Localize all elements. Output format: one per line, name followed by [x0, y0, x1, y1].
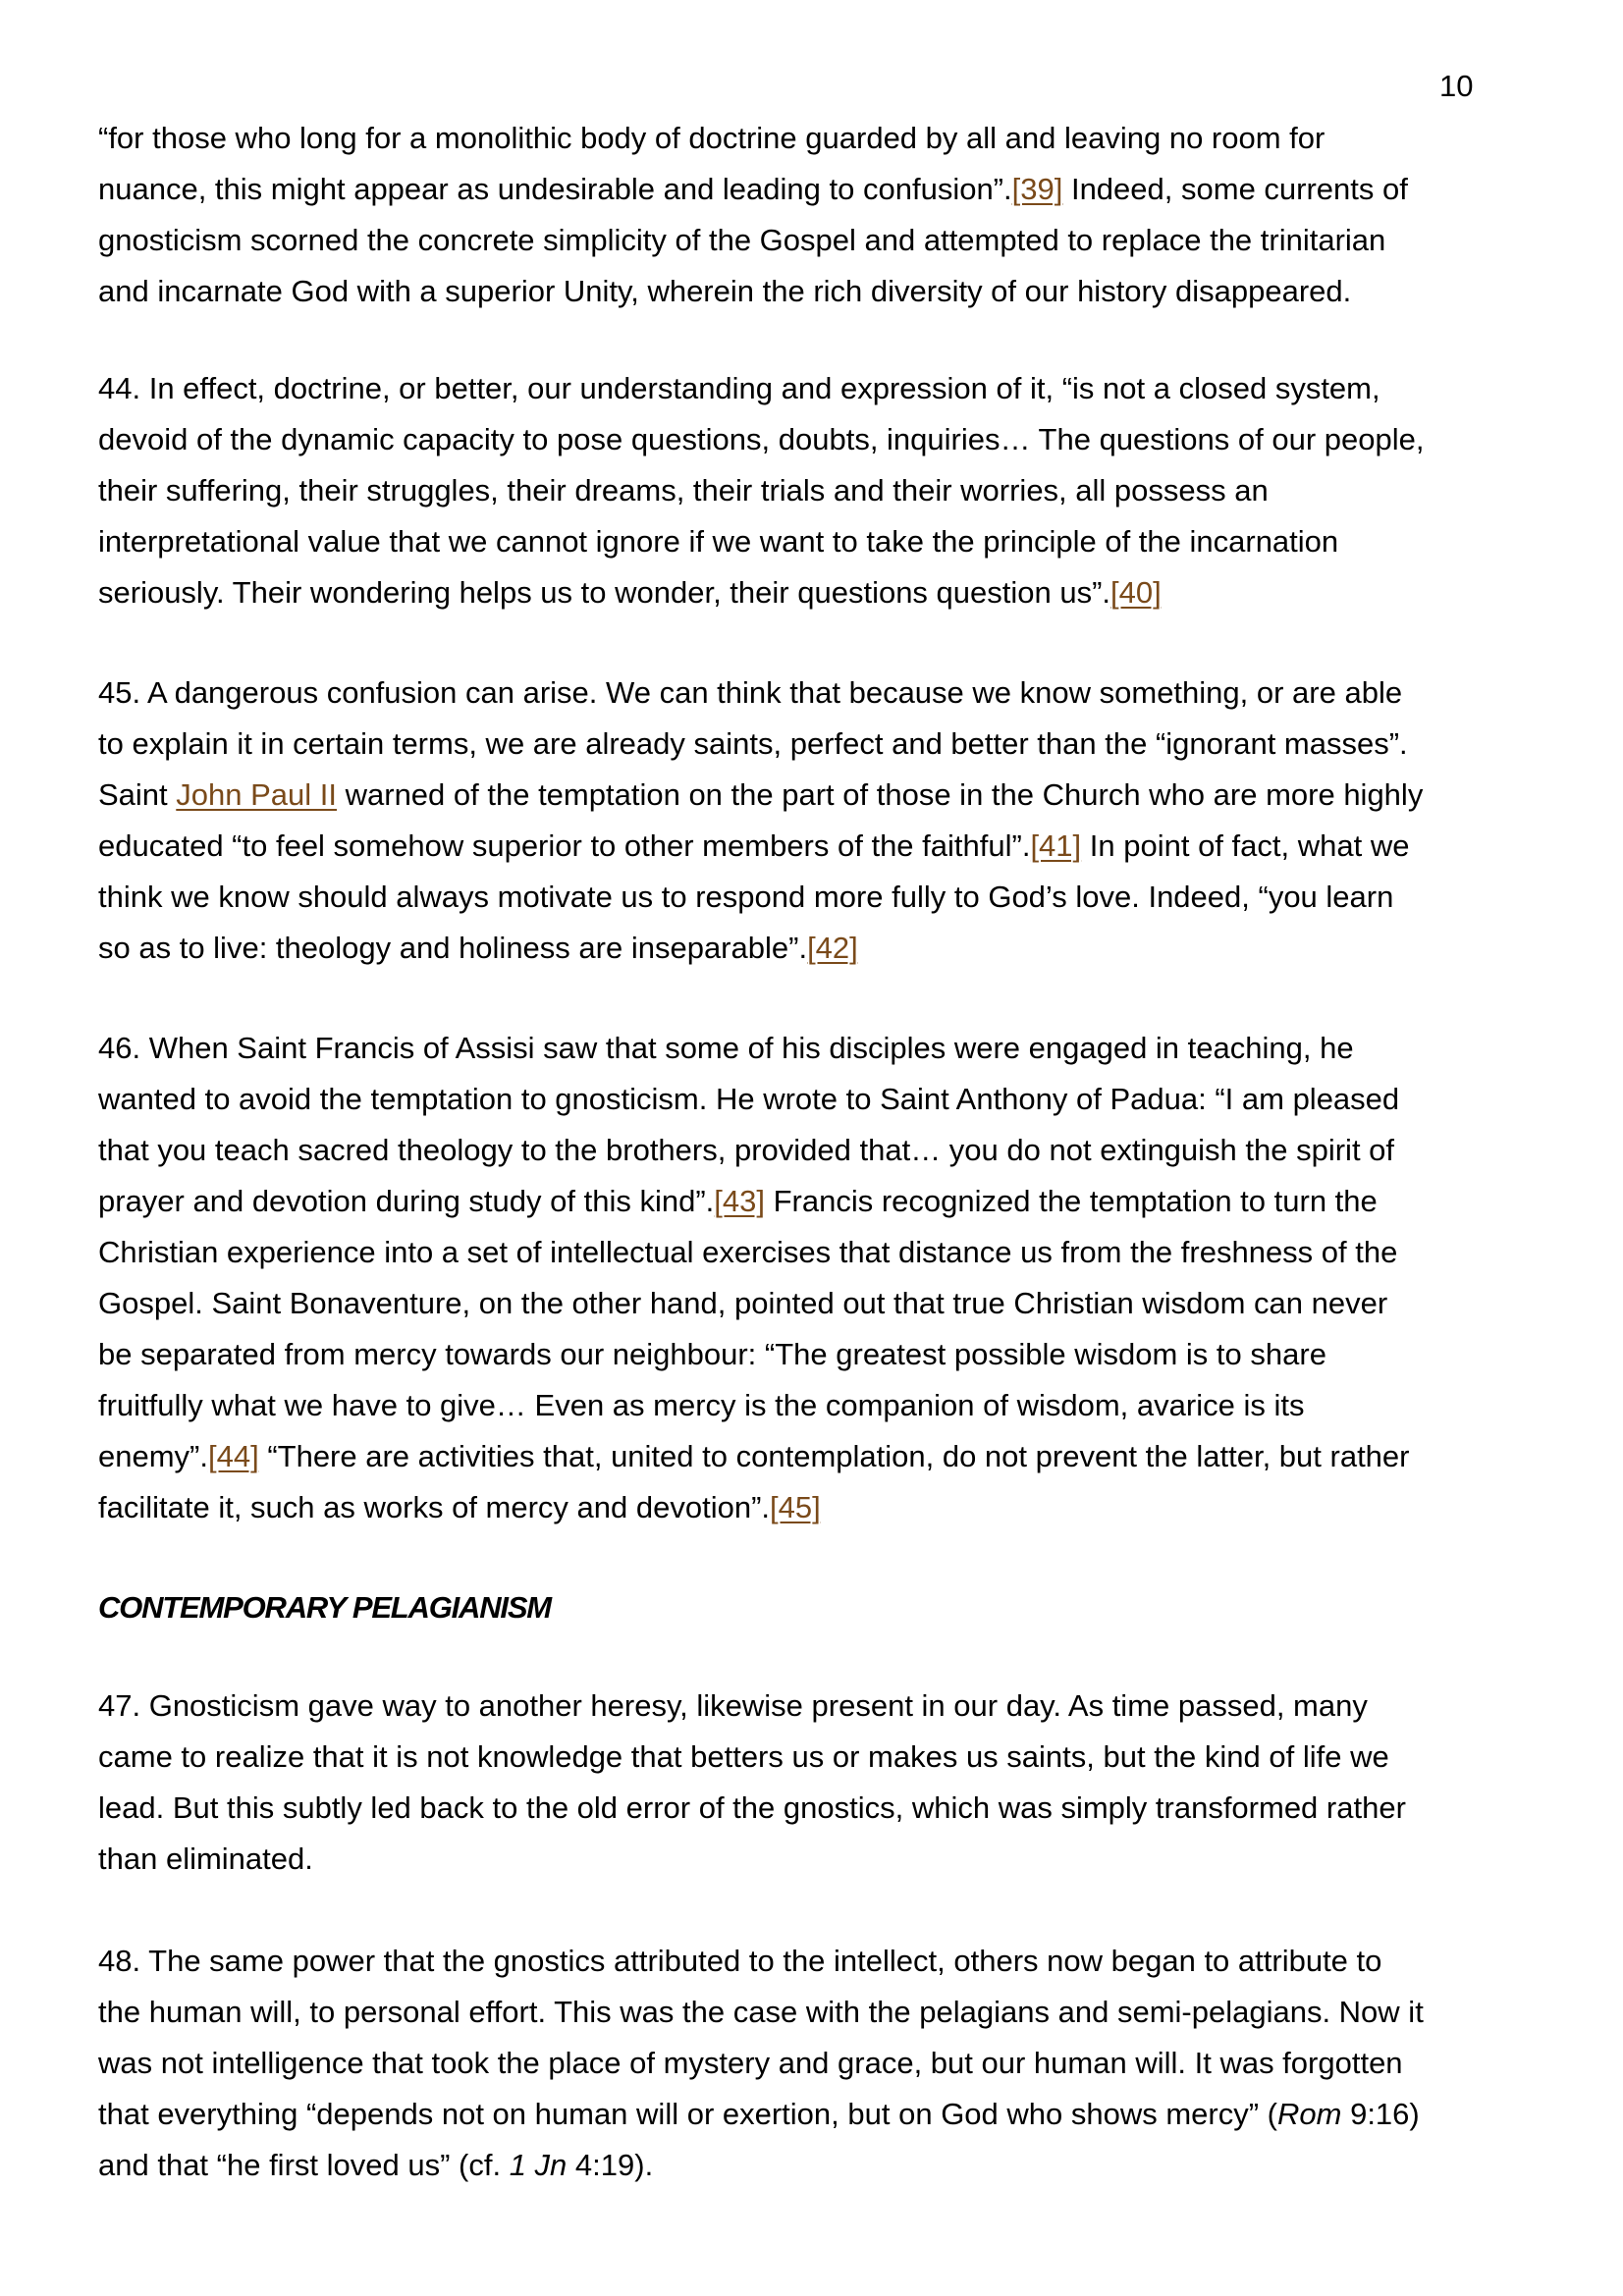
text-line: 44. In effect, doctrine, or better, our understanding and expression of it, “is not a closed system,: [98, 371, 1380, 405]
text-line: [98, 567, 1571, 618]
footnote-link-45[interactable]: [45]: [770, 1490, 821, 1524]
footnote-link-41[interactable]: [41]: [1030, 828, 1082, 863]
text-span: facilitate it, such as works of mercy and devotion”.: [98, 1490, 771, 1524]
text-span: and that “he first loved us” (cf.: [98, 2148, 510, 2182]
text-line: interpretational value that we cannot ignore if we want to take the principle of the incarnation: [98, 524, 1339, 559]
text-line: the human will, to personal effort. This was the case with the pelagians and semi-pelagians. Now it: [98, 1995, 1424, 2029]
text-line: [98, 821, 1571, 872]
text-line: their suffering, their struggles, their dreams, their trials and their worries, all possess an: [98, 473, 1269, 507]
text-line: fruitfully what we have to give… Even as mercy is the companion of wisdom, avarice is its: [98, 1388, 1305, 1422]
paragraph-46: [98, 1023, 1571, 1533]
footnote-link-39[interactable]: [39]: [1011, 172, 1063, 206]
text-line: 45. A dangerous confusion can arise. We can think that because we know something, or are able: [98, 675, 1403, 710]
text-line: [98, 2089, 1571, 2140]
text-line: [98, 1482, 1571, 1533]
text-span: so as to live: theology and holiness are inseparable”.: [98, 931, 808, 965]
footnote-link-40[interactable]: [40]: [1110, 575, 1162, 610]
text-line: 46. When Saint Francis of Assisi saw that some of his disciples were engaged in teaching, he: [98, 1031, 1354, 1065]
text-span: 4:19).: [567, 2148, 654, 2182]
text-span: Saint: [98, 777, 177, 812]
text-span: prayer and devotion during study of this kind”.: [98, 1184, 715, 1218]
paragraph-45: [98, 667, 1571, 974]
text-line: devoid of the dynamic capacity to pose questions, doubts, inquiries… The questions of our people,: [98, 422, 1425, 456]
text-line: think we know should always motivate us to respond more fully to God’s love. Indeed, “you learn: [98, 880, 1394, 914]
footnote-link-43[interactable]: [43]: [714, 1184, 765, 1218]
text-span: enemy”.: [98, 1439, 208, 1473]
paragraph-43-continuation: [98, 113, 1571, 317]
text-line: to explain it in certain terms, we are already saints, perfect and better than the “ignorant masses”.: [98, 726, 1408, 761]
paragraph-48: [98, 1936, 1571, 2191]
paragraph-47: [98, 1681, 1571, 1885]
text-line: [98, 923, 1571, 974]
text-span: educated “to feel somehow superior to other members of the faithful”.: [98, 828, 1031, 863]
text-line: wanted to avoid the temptation to gnosticism. He wrote to Saint Anthony of Padua: “I am pleased: [98, 1082, 1400, 1116]
text-span: Indeed, some currents of: [1062, 172, 1408, 206]
text-span: nuance, this might appear as undesirable and leading to confusion”.: [98, 172, 1012, 206]
text-span: warned of the temptation on the part of those in the Church who are more highly: [337, 777, 1424, 812]
section-heading: CONTEMPORARY PELAGIANISM: [98, 1590, 551, 1625]
text-line: lead. But this subtly led back to the old error of the gnostics, which was simply transformed rather: [98, 1790, 1406, 1825]
text-line: [98, 1431, 1571, 1482]
text-span: In point of fact, what we: [1081, 828, 1410, 863]
text-span: that everything “depends not on human will or exertion, but on God who shows mercy” (: [98, 2097, 1278, 2131]
text-line: be separated from mercy towards our neighbour: “The greatest possible wisdom is to share: [98, 1337, 1326, 1371]
john-paul-ii-link[interactable]: John Paul II: [176, 777, 337, 812]
text-line: 47. Gnosticism gave way to another heresy, likewise present in our day. As time passed, many: [98, 1688, 1368, 1723]
paragraph-44: [98, 363, 1571, 618]
text-line: 48. The same power that the gnostics attributed to the intellect, others now began to attribute to: [98, 1944, 1382, 1978]
page-number: 10: [1439, 69, 1474, 103]
text-span: “There are activities that, united to contemplation, do not prevent the latter, but rather: [258, 1439, 1410, 1473]
text-line: “for those who long for a monolithic body of doctrine guarded by all and leaving no room for: [98, 121, 1325, 155]
text-line: gnosticism scorned the concrete simplicity of the Gospel and attempted to replace the trinitarian: [98, 223, 1386, 257]
text-line: came to realize that it is not knowledge that betters us or makes us saints, but the kind of life we: [98, 1739, 1389, 1774]
text-line: and incarnate God with a superior Unity, wherein the rich diversity of our history disappeared.: [98, 274, 1352, 308]
scripture-reference: 1 Jn: [509, 2148, 568, 2182]
text-span: 9:16): [1341, 2097, 1420, 2131]
scripture-reference: Rom: [1277, 2097, 1342, 2131]
text-line: was not intelligence that took the place of mystery and grace, but our human will. It was forgotten: [98, 2046, 1403, 2080]
footnote-link-44[interactable]: [44]: [207, 1439, 259, 1473]
text-line: Gospel. Saint Bonaventure, on the other hand, pointed out that true Christian wisdom can never: [98, 1286, 1388, 1320]
footnote-link-42[interactable]: [42]: [807, 931, 858, 965]
text-line: [98, 2140, 1571, 2191]
text-line: [98, 1176, 1571, 1227]
text-line: that you teach sacred theology to the brothers, provided that… you do not extinguish the spirit of: [98, 1133, 1395, 1167]
text-line: than eliminated.: [98, 1842, 313, 1876]
text-span: seriously. Their wondering helps us to wonder, their questions question us”.: [98, 575, 1111, 610]
text-span: Francis recognized the temptation to turn the: [764, 1184, 1378, 1218]
text-line: Christian experience into a set of intellectual exercises that distance us from the freshness of the: [98, 1235, 1398, 1269]
text-line: [98, 164, 1571, 215]
text-line: [98, 770, 1571, 821]
